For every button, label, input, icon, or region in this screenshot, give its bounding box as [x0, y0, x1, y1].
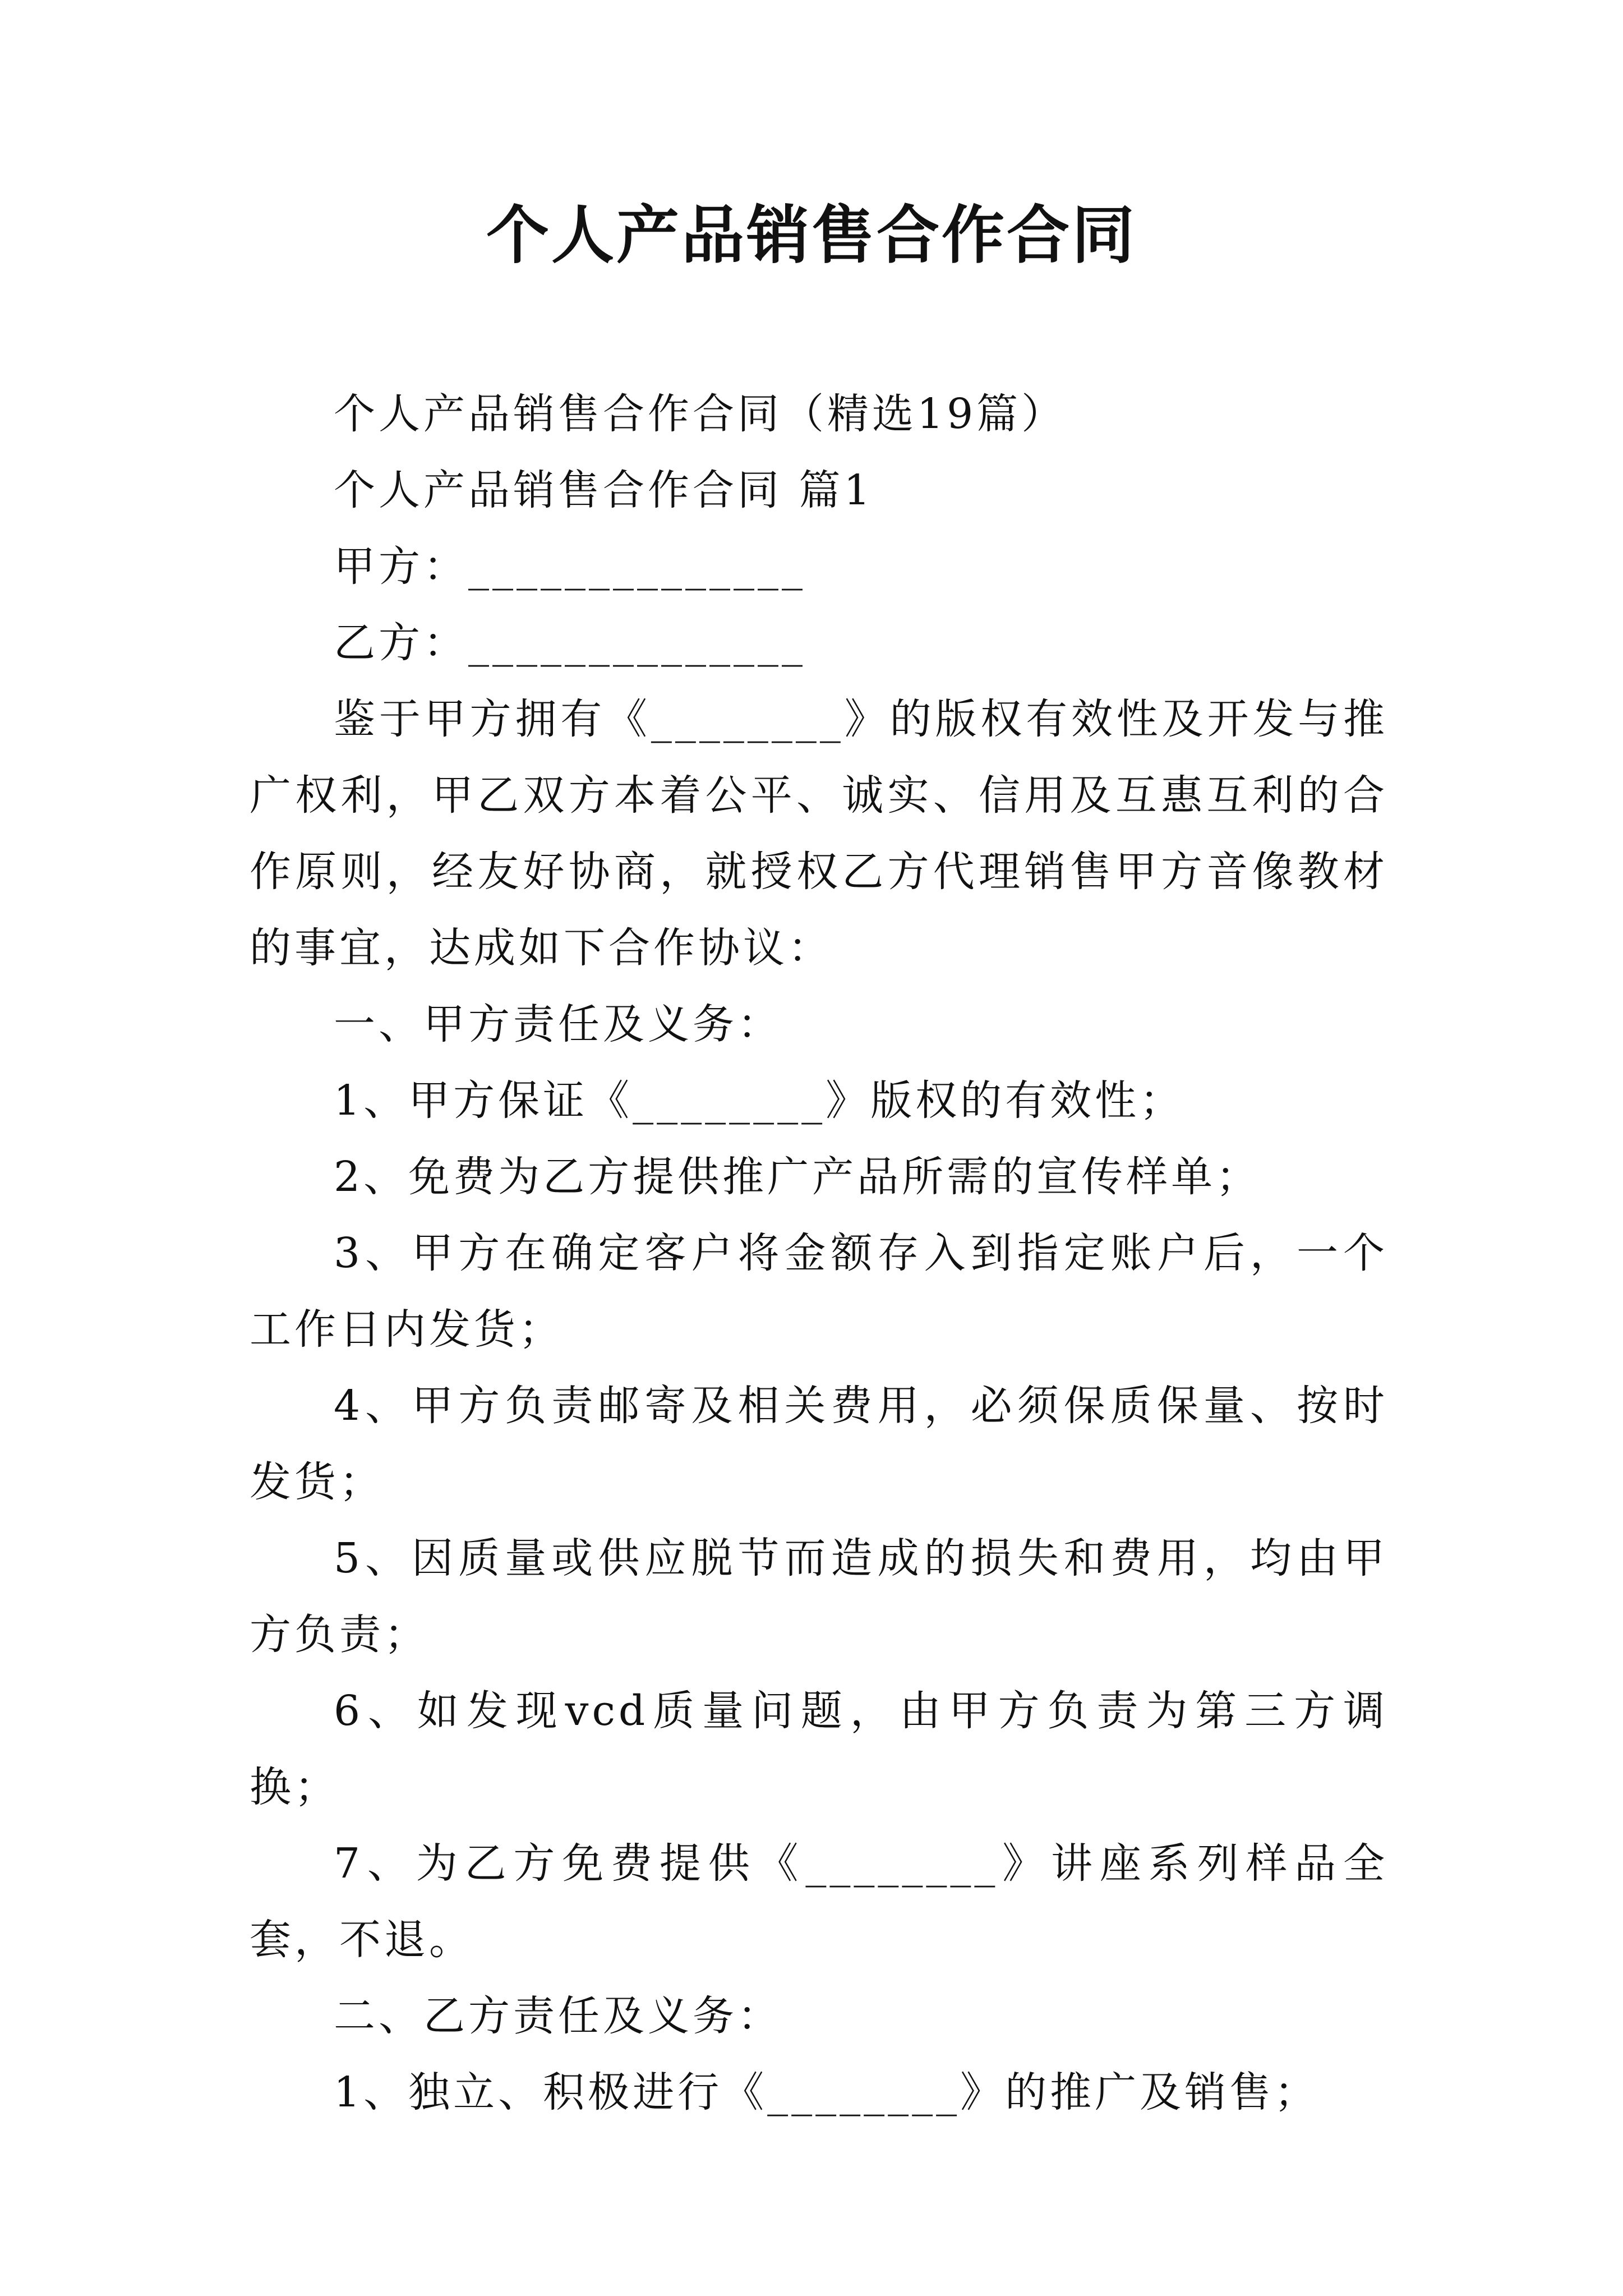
paragraph-party-a: 甲方：______________: [334, 542, 806, 591]
paragraph-subtitle: 个人产品销售合作合同（精选19篇）: [334, 390, 1067, 438]
paragraph-preamble: 鉴于甲方拥有《________》的版权有效性及开发与推广权利，甲乙双方本着公平、诚实、信用及互惠互利的合作原则，经友好协商，就授权乙方代理销售甲方音像教材的事宜，达成如下合作协议：: [250, 695, 1388, 972]
paragraph-clause: 7、为乙方免费提供《________》讲座系列样品全套，不退。: [250, 1839, 1388, 1964]
paragraph-clause: 3、甲方在确定客户将金额存入到指定账户后，一个工作日内发货；: [250, 1229, 1388, 1354]
paragraph-party-b: 乙方：______________: [334, 619, 806, 667]
paragraph-clause: 1、独立、积极进行《________》的推广及销售；: [334, 2068, 1320, 2116]
document-title: 个人产品销售合作合同: [486, 199, 1137, 272]
paragraph-section-heading: 个人产品销售合作合同 篇1: [334, 466, 874, 514]
paragraph-clause: 1、甲方保证《________》版权的有效性；: [334, 1076, 1185, 1125]
paragraph-party-a-duties-heading: 一、甲方责任及义务：: [334, 1000, 782, 1048]
paragraph-clause: 2、免费为乙方提供推广产品所需的宣传样单；: [334, 1153, 1261, 1201]
document-body: [250, 376, 1388, 2131]
paragraph-clause: 6、如发现vcd质量问题，由甲方负责为第三方调换；: [250, 1687, 1388, 1811]
paragraph-clause: 5、因质量或供应脱节而造成的损失和费用，均由甲方负责；: [250, 1534, 1388, 1659]
paragraph-clause: 4、甲方负责邮寄及相关费用，必须保质保量、按时发货；: [250, 1382, 1388, 1506]
paragraph-party-b-duties-heading: 二、乙方责任及义务：: [334, 1992, 782, 2040]
